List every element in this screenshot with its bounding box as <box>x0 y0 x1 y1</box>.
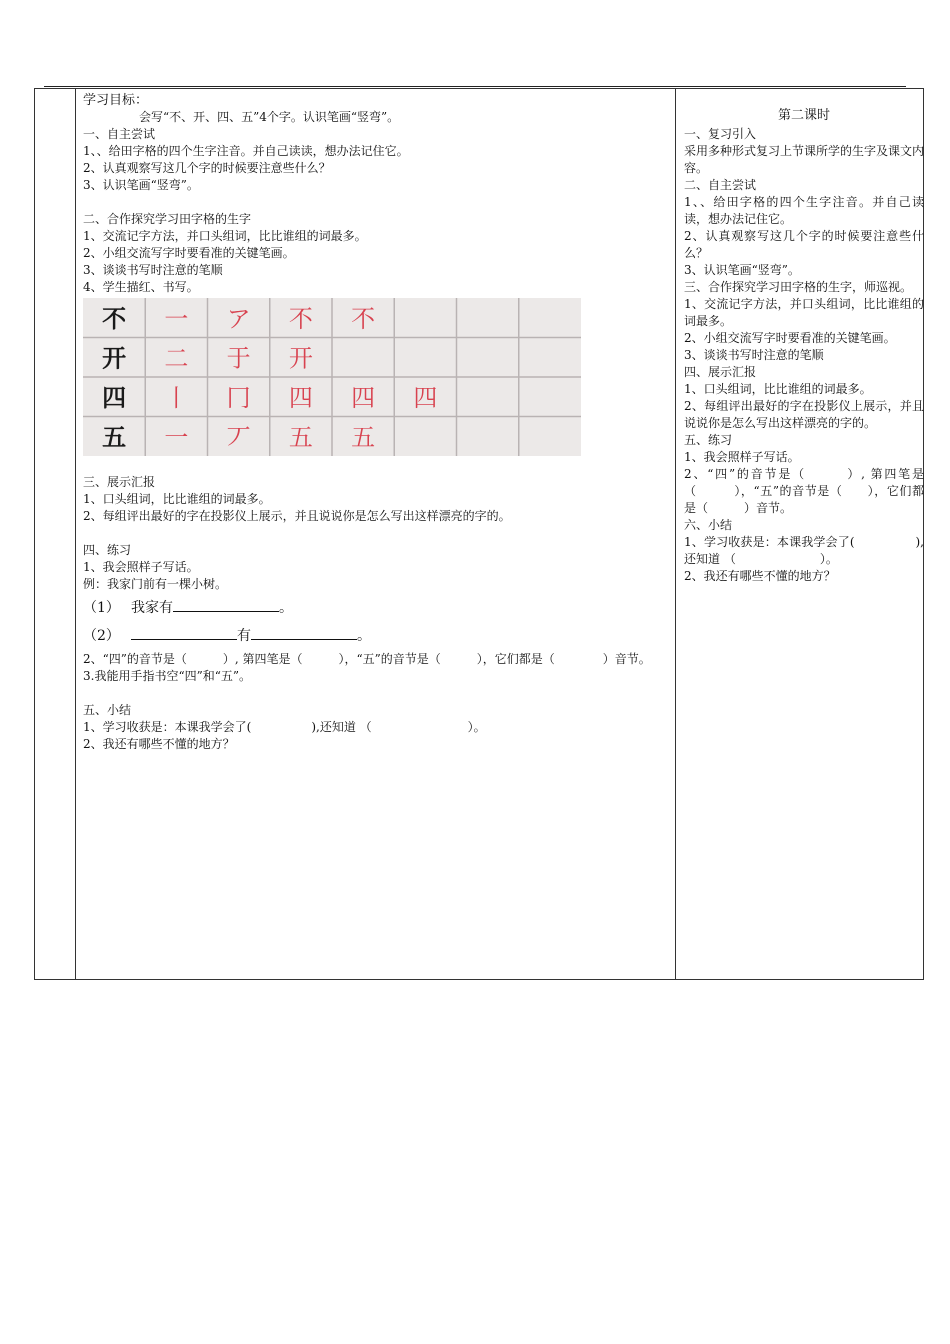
fill-blank[interactable] <box>173 599 279 612</box>
self-try-item: 2、认真观察写这几个字的时候要注意些什么？ <box>83 161 331 175</box>
fill-text: 我家有 <box>131 600 173 616</box>
side-line: 2、“四”的音节是（ ）, 第四笔是（ ），“五”的音节是（ ），它们都是（ ）音节。 <box>684 467 924 515</box>
stroke-step: 四 <box>351 383 376 412</box>
side-line: 四、展示汇报 <box>684 365 757 379</box>
fill-blank[interactable] <box>251 627 357 640</box>
self-try-item: 1、、给田字格的四个生字注音。并自己读读，想办法记住它。 <box>83 144 409 158</box>
side-line: 五、练习 <box>684 433 733 447</box>
fill-number: （2） <box>83 628 120 644</box>
stroke-step: 开 <box>288 344 313 373</box>
stroke-step: 四 <box>288 383 313 412</box>
side-line: 3、谈谈书写时注意的笔顺 <box>684 348 824 362</box>
self-try-item: 3、认识笔画“竖弯”。 <box>83 178 199 192</box>
side-line: 1、、给田字格的四个生字注音。并自己读读，想办法记住它。 <box>684 195 924 226</box>
side-line: 采用多种形式复习上节课所学的生字及课文内容。 <box>684 144 925 175</box>
fill-row-1 <box>83 595 673 621</box>
summary-item: 1、学习收获是：本课我学会了( ),还知道 （ ）。 <box>83 720 486 734</box>
top-rule <box>44 86 906 87</box>
practice-item: 1、我会照样子写话。 <box>83 560 199 574</box>
stroke-step: 四 <box>413 383 438 412</box>
table-divider-left <box>75 89 76 979</box>
report-item: 1、口头组词，比比谁组的词最多。 <box>83 492 271 506</box>
fill-row-2 <box>83 623 673 649</box>
stroke-order-grid <box>83 298 581 456</box>
stroke-chart-character: 五 <box>102 423 127 452</box>
side-line: 三、合作探究学习田字格的生字，师巡视。 <box>684 280 913 294</box>
second-lesson-column <box>684 107 924 585</box>
fill-text: 。 <box>357 628 371 644</box>
lesson-table <box>34 88 924 980</box>
side-line: 2、每组评出最好的字在投影仪上展示，并且说说你是怎么写出这样漂亮的字的。 <box>684 399 924 430</box>
stroke-chart-character: 开 <box>102 344 127 373</box>
goal-text: 会写“不、开、四、五”4个字。认识笔画“竖弯”。 <box>139 110 400 124</box>
stroke-step: 五 <box>351 423 376 452</box>
stroke-step: 丆 <box>226 423 251 452</box>
stroke-step: ア <box>226 304 251 333</box>
stroke-order-image <box>83 298 581 456</box>
stroke-step: 于 <box>226 344 251 373</box>
stroke-step: 二 <box>164 344 189 373</box>
section-explore-title: 二、合作探究学习田字格的生字 <box>83 212 252 226</box>
side-line: 1、交流记字方法，并口头组词，比比谁组的词最多。 <box>684 297 924 328</box>
explore-item: 2、小组交流写字时要看准的关键笔画。 <box>83 246 295 260</box>
fill-text: 有 <box>237 628 251 644</box>
explore-item: 3、谈谈书写时注意的笔顺 <box>83 263 223 277</box>
side-line: 2、认真观察写这几个字的时候要注意些什么？ <box>684 229 924 260</box>
stroke-step: 一 <box>164 423 189 452</box>
side-line: 2、我还有哪些不懂的地方？ <box>684 569 836 583</box>
side-line: 1、口头组词，比比谁组的词最多。 <box>684 382 872 396</box>
section-self-try-title: 一、自主尝试 <box>83 127 156 141</box>
side-line: 2、小组交流写字时要看准的关键笔画。 <box>684 331 896 345</box>
side-line: 3、认识笔画“竖弯”。 <box>684 263 800 277</box>
stroke-step: 一 <box>164 304 189 333</box>
stroke-chart-character: 不 <box>102 304 127 333</box>
side-line: 六、小结 <box>684 518 733 532</box>
stroke-step: 冂 <box>226 383 251 412</box>
practice-item: 3.我能用手指书空“四”和“五”。 <box>83 669 251 683</box>
explore-item: 4、学生描红、书写。 <box>83 280 199 294</box>
fill-blank[interactable] <box>131 627 237 640</box>
stroke-step: 五 <box>288 423 313 452</box>
explore-item: 1、交流记字方法，并口头组词，比比谁组的词最多。 <box>83 229 367 243</box>
goal-title: 学习目标： <box>83 93 149 108</box>
stroke-chart-character: 四 <box>102 383 127 412</box>
section-practice-title: 四、练习 <box>83 543 132 557</box>
fill-text: 。 <box>279 600 293 616</box>
lesson-main-column <box>83 92 673 753</box>
second-lesson-title: 第二课时 <box>777 108 830 123</box>
stroke-step: 不 <box>288 304 313 333</box>
side-line: 1、我会照样子写话。 <box>684 450 800 464</box>
practice-item: 2、“四”的音节是（ ）, 第四笔是（ ），“五”的音节是（ ），它们都是（ ）音节。 <box>83 652 651 666</box>
stroke-step: 丨 <box>164 383 189 412</box>
side-line: 二、自主尝试 <box>684 178 757 192</box>
stroke-step: 不 <box>351 304 376 333</box>
table-divider-right <box>675 89 676 979</box>
practice-example: 例：我家门前有一棵小树。 <box>83 577 228 591</box>
fill-number: （1） <box>83 600 120 616</box>
section-report-title: 三、展示汇报 <box>83 475 156 489</box>
side-line: 一、复习引入 <box>684 127 757 141</box>
section-summary-title: 五、小结 <box>83 703 132 717</box>
side-line: 1、学习收获是：本课我学会了( ),还知道 （ ）。 <box>684 535 924 566</box>
summary-item: 2、我还有哪些不懂的地方？ <box>83 737 235 751</box>
report-item: 2、每组评出最好的字在投影仪上展示，并且说说你是怎么写出这样漂亮的字的。 <box>83 509 511 523</box>
